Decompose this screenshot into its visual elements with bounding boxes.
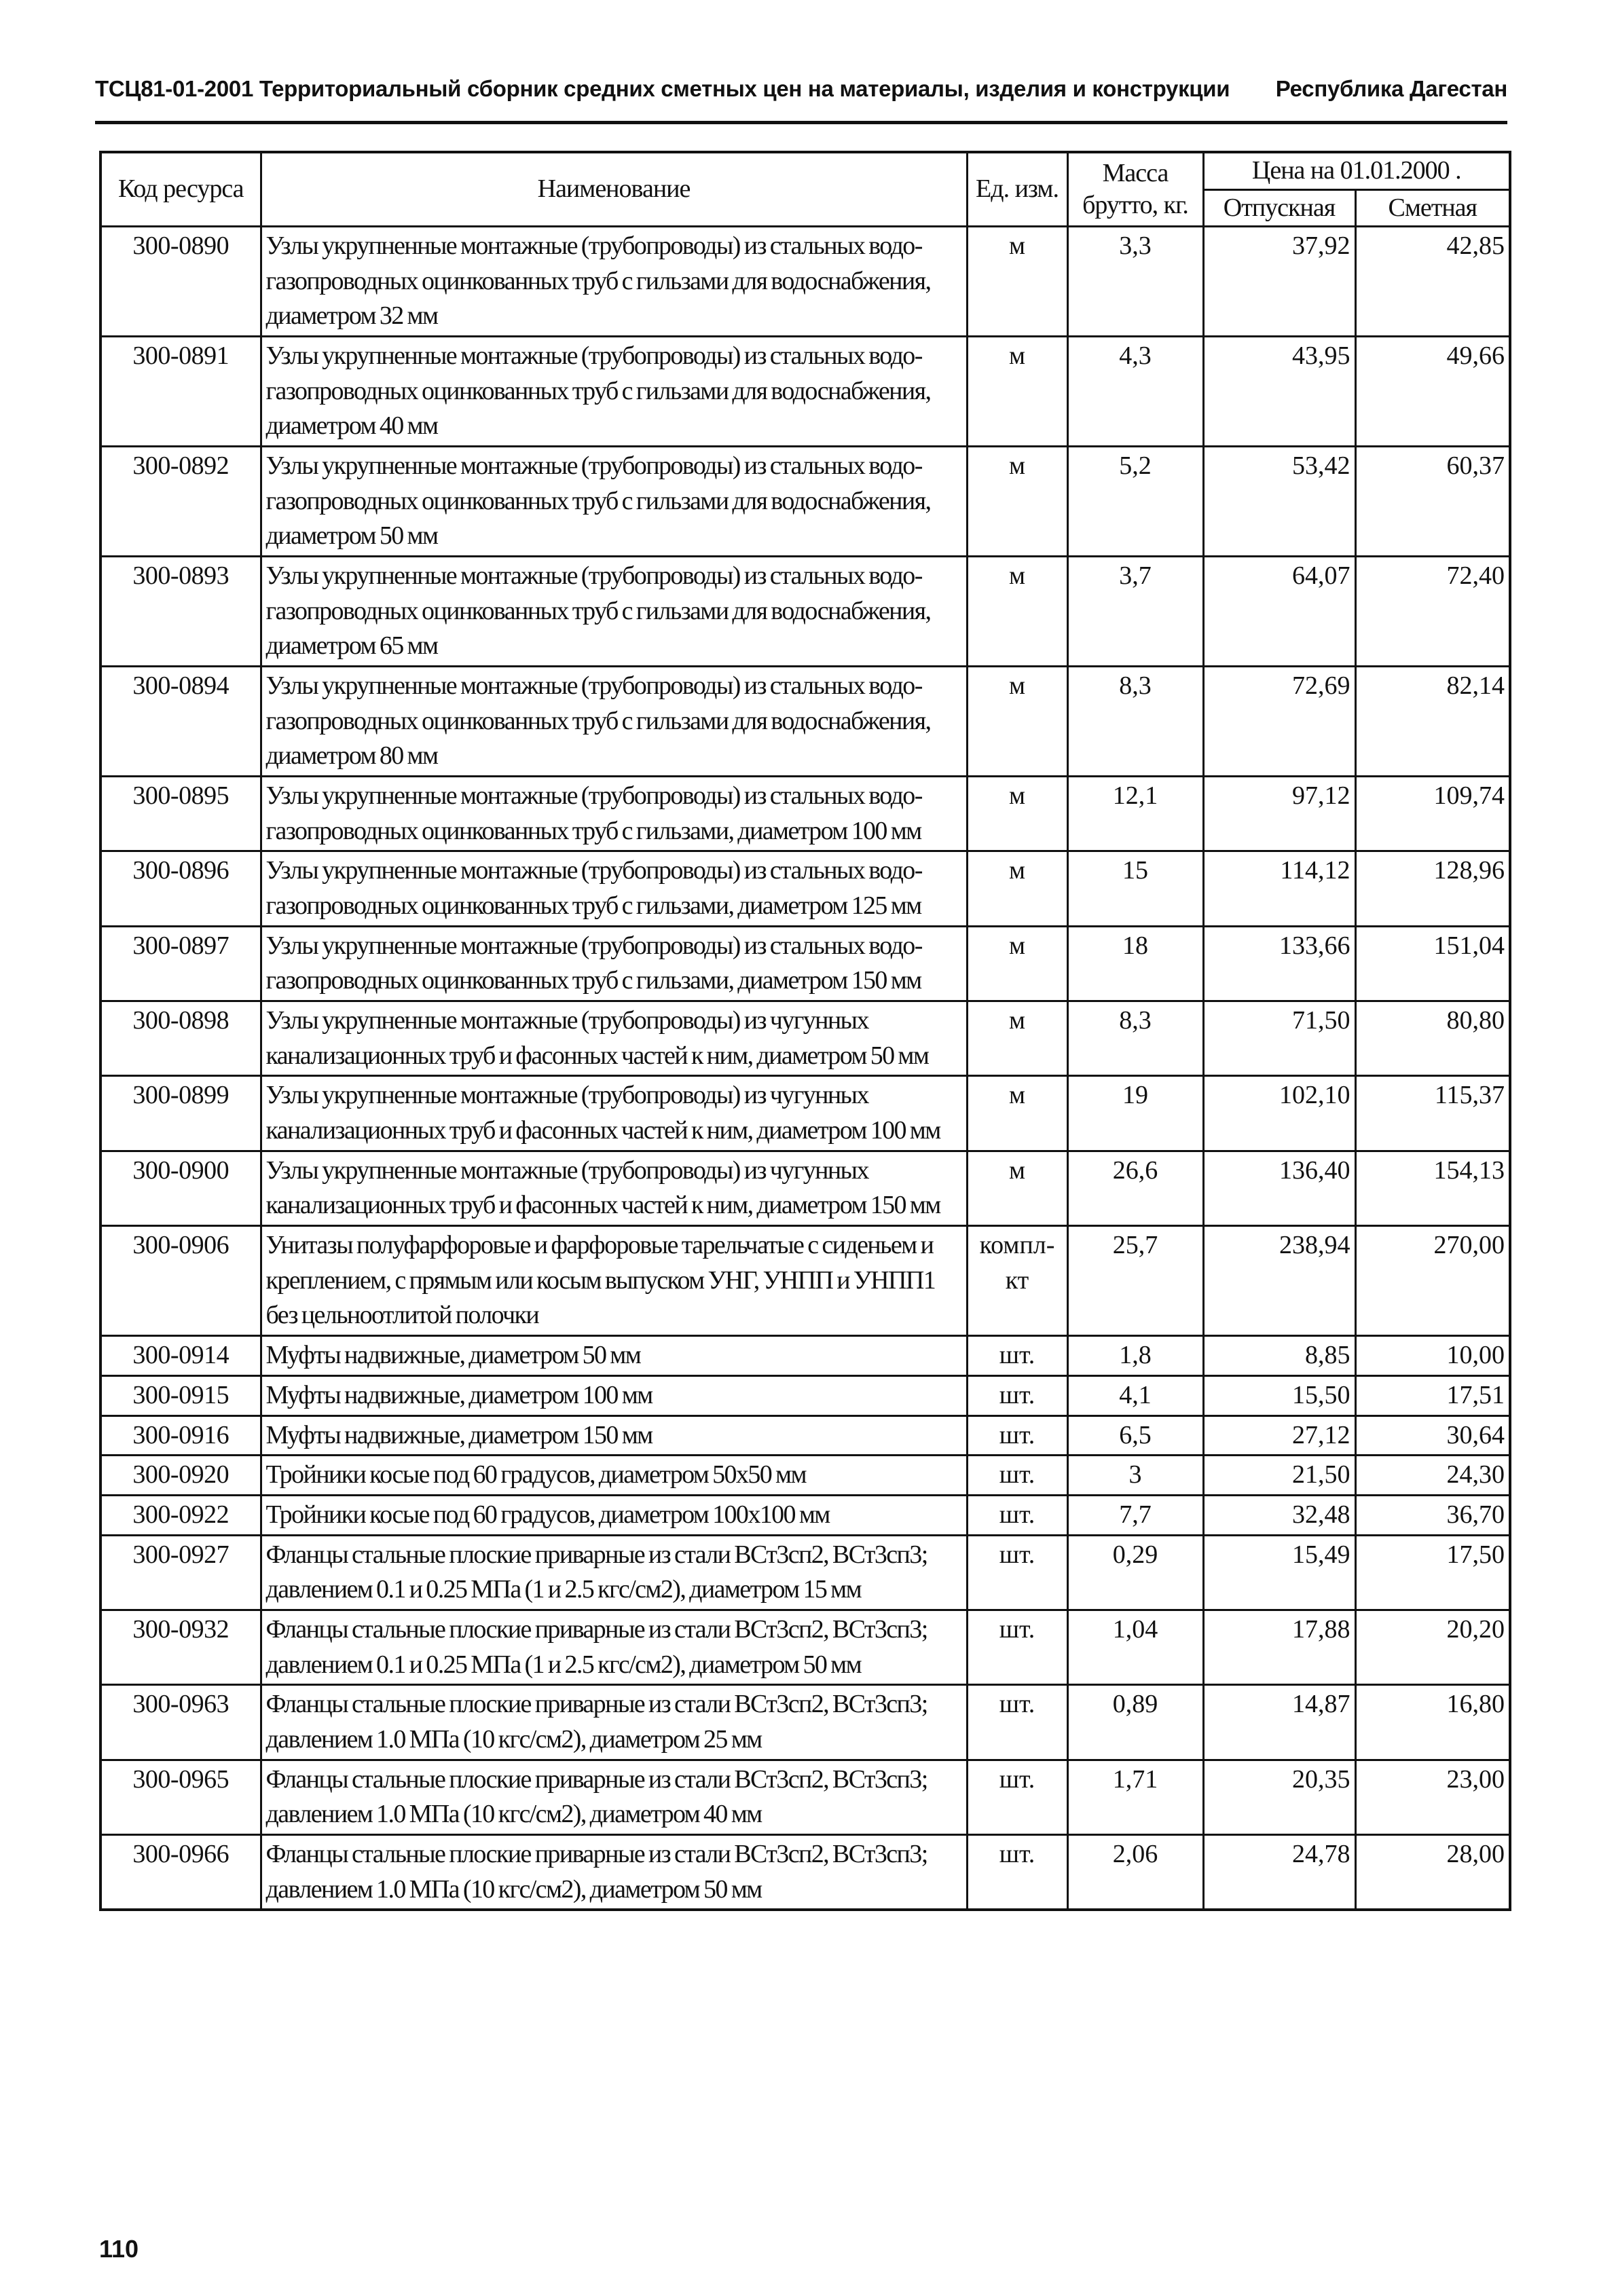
release-price-cell: 136,40: [1203, 1151, 1355, 1225]
table-row: [100, 926, 1510, 1001]
resource-code-cell: 300-0916: [100, 1415, 261, 1456]
resource-code-cell: 300-0966: [100, 1834, 261, 1910]
estimate-price-cell: 82,14: [1355, 667, 1510, 777]
table-row: [100, 1535, 1510, 1610]
resource-code-cell: 300-0922: [100, 1495, 261, 1535]
estimate-price-cell: 24,30: [1355, 1456, 1510, 1496]
unit-cell: м: [967, 1076, 1067, 1151]
release-price-cell: 20,35: [1203, 1760, 1355, 1834]
header-rule: [95, 121, 1507, 124]
release-price-cell: 64,07: [1203, 557, 1355, 667]
gross-mass-cell: 7,7: [1067, 1495, 1203, 1535]
item-name-cell: Узлы укрупненные монтажные (трубопроводы) из стальных водо-газопроводных оцинкованных труб с гильзами, диаметром 100 мм: [261, 777, 967, 851]
unit-cell: шт.: [967, 1456, 1067, 1496]
item-name-cell: Муфты надвижные, диаметром 100 мм: [261, 1375, 967, 1415]
table-row: [100, 1415, 1510, 1456]
column-header-release-price: Отпускная: [1203, 189, 1355, 227]
gross-mass-cell: 8,3: [1067, 1001, 1203, 1076]
table-row: [100, 777, 1510, 851]
release-price-cell: 32,48: [1203, 1495, 1355, 1535]
estimate-price-cell: 115,37: [1355, 1076, 1510, 1151]
unit-cell: м: [967, 777, 1067, 851]
item-name-cell: Узлы укрупненные монтажные (трубопроводы) из чугунных канализационных труб и фасонных частей к ним, диаметром 150 мм: [261, 1151, 967, 1225]
gross-mass-cell: 1,71: [1067, 1760, 1203, 1834]
estimate-price-cell: 30,64: [1355, 1415, 1510, 1456]
item-name-cell: Узлы укрупненные монтажные (трубопроводы) из стальных водо-газопроводных оцинкованных труб с гильзами для водоснабжения, диаметром 65 мм: [261, 557, 967, 667]
item-name-cell: Фланцы стальные плоские приварные из стали ВСт3сп2, ВСт3сп3; давлением 1.0 МПа (10 кгс/см2), диаметром 25 мм: [261, 1685, 967, 1760]
table-row: [100, 1226, 1510, 1336]
resource-code-cell: 300-0897: [100, 926, 261, 1001]
unit-cell: компл-кт: [967, 1226, 1067, 1336]
unit-cell: шт.: [967, 1685, 1067, 1760]
estimate-price-cell: 28,00: [1355, 1834, 1510, 1910]
resource-code-cell: 300-0906: [100, 1226, 261, 1336]
release-price-cell: 71,50: [1203, 1001, 1355, 1076]
table-row: [100, 1151, 1510, 1225]
item-name-cell: Узлы укрупненные монтажные (трубопроводы) из стальных водо-газопроводных оцинкованных труб с гильзами для водоснабжения, диаметром 40 мм: [261, 337, 967, 447]
gross-mass-cell: 8,3: [1067, 667, 1203, 777]
gross-mass-cell: 0,29: [1067, 1535, 1203, 1610]
resource-code-cell: 300-0890: [100, 227, 261, 337]
resource-code-cell: 300-0893: [100, 557, 261, 667]
unit-cell: шт.: [967, 1336, 1067, 1376]
table-row: [100, 1336, 1510, 1376]
item-name-cell: Узлы укрупненные монтажные (трубопроводы) из стальных водо-газопроводных оцинкованных труб с гильзами, диаметром 150 мм: [261, 926, 967, 1001]
estimate-price-cell: 151,04: [1355, 926, 1510, 1001]
release-price-cell: 238,94: [1203, 1226, 1355, 1336]
estimate-price-cell: 10,00: [1355, 1336, 1510, 1376]
table-row: [100, 851, 1510, 926]
gross-mass-cell: 5,2: [1067, 447, 1203, 557]
release-price-cell: 114,12: [1203, 851, 1355, 926]
unit-cell: м: [967, 557, 1067, 667]
estimate-price-cell: 109,74: [1355, 777, 1510, 851]
release-price-cell: 15,50: [1203, 1375, 1355, 1415]
resource-code-cell: 300-0895: [100, 777, 261, 851]
column-header-estimate-price: Сметная: [1355, 189, 1510, 227]
item-name-cell: Фланцы стальные плоские приварные из стали ВСт3сп2, ВСт3сп3; давлением 0.1 и 0.25 МПа (1 и 2.5 кгс/см2), диаметром 15 мм: [261, 1535, 967, 1610]
item-name-cell: Узлы укрупненные монтажные (трубопроводы) из чугунных канализационных труб и фасонных частей к ним, диаметром 50 мм: [261, 1001, 967, 1076]
release-price-cell: 102,10: [1203, 1076, 1355, 1151]
table-row: [100, 1834, 1510, 1910]
estimate-price-cell: 20,20: [1355, 1610, 1510, 1684]
estimate-price-cell: 17,50: [1355, 1535, 1510, 1610]
unit-cell: шт.: [967, 1535, 1067, 1610]
item-name-cell: Фланцы стальные плоские приварные из стали ВСт3сп2, ВСт3сп3; давлением 0.1 и 0.25 МПа (1 и 2.5 кгс/см2), диаметром 50 мм: [261, 1610, 967, 1684]
estimate-price-cell: 36,70: [1355, 1495, 1510, 1535]
estimate-price-cell: 72,40: [1355, 557, 1510, 667]
estimate-price-cell: 154,13: [1355, 1151, 1510, 1225]
item-name-cell: Тройники косые под 60 градусов, диаметром 100х100 мм: [261, 1495, 967, 1535]
unit-cell: м: [967, 851, 1067, 926]
unit-cell: м: [967, 1001, 1067, 1076]
collection-title: ТСЦ81-01-2001 Территориальный сборник средних сметных цен на материалы, изделия и конструкции: [95, 76, 1230, 101]
column-header-name: Наименование: [261, 152, 967, 227]
unit-cell: шт.: [967, 1375, 1067, 1415]
gross-mass-cell: 1,8: [1067, 1336, 1203, 1376]
gross-mass-cell: 19: [1067, 1076, 1203, 1151]
gross-mass-cell: 26,6: [1067, 1151, 1203, 1225]
estimate-price-cell: 42,85: [1355, 227, 1510, 337]
resource-code-cell: 300-0963: [100, 1685, 261, 1760]
gross-mass-cell: 4,3: [1067, 337, 1203, 447]
gross-mass-cell: 3: [1067, 1456, 1203, 1496]
resource-code-cell: 300-0894: [100, 667, 261, 777]
resource-code-cell: 300-0965: [100, 1760, 261, 1834]
table-row: [100, 447, 1510, 557]
item-name-cell: Фланцы стальные плоские приварные из стали ВСт3сп2, ВСт3сп3; давлением 1.0 МПа (10 кгс/см2), диаметром 40 мм: [261, 1760, 967, 1834]
release-price-cell: 21,50: [1203, 1456, 1355, 1496]
unit-cell: м: [967, 447, 1067, 557]
gross-mass-cell: 12,1: [1067, 777, 1203, 851]
table-row: [100, 1685, 1510, 1760]
release-price-cell: 43,95: [1203, 337, 1355, 447]
table-row: [100, 1495, 1510, 1535]
gross-mass-cell: 0,89: [1067, 1685, 1203, 1760]
item-name-cell: Узлы укрупненные монтажные (трубопроводы) из чугунных канализационных труб и фасонных частей к ним, диаметром 100 мм: [261, 1076, 967, 1151]
release-price-cell: 72,69: [1203, 667, 1355, 777]
page-header: [95, 76, 1507, 102]
resource-code-cell: 300-0896: [100, 851, 261, 926]
unit-cell: шт.: [967, 1610, 1067, 1684]
gross-mass-cell: 15: [1067, 851, 1203, 926]
resource-code-cell: 300-0892: [100, 447, 261, 557]
region-name: Республика Дагестан: [1275, 76, 1507, 101]
unit-cell: шт.: [967, 1415, 1067, 1456]
estimate-price-cell: 128,96: [1355, 851, 1510, 926]
table-row: [100, 1001, 1510, 1076]
item-name-cell: Узлы укрупненные монтажные (трубопроводы) из стальных водо-газопроводных оцинкованных труб с гильзами, диаметром 125 мм: [261, 851, 967, 926]
table-body: [100, 227, 1510, 1910]
resource-code-cell: 300-0899: [100, 1076, 261, 1151]
item-name-cell: Узлы укрупненные монтажные (трубопроводы) из стальных водо-газопроводных оцинкованных труб с гильзами для водоснабжения, диаметром 32 мм: [261, 227, 967, 337]
resource-code-cell: 300-0932: [100, 1610, 261, 1684]
release-price-cell: 17,88: [1203, 1610, 1355, 1684]
release-price-cell: 133,66: [1203, 926, 1355, 1001]
gross-mass-cell: 3,3: [1067, 227, 1203, 337]
resource-code-cell: 300-0891: [100, 337, 261, 447]
estimate-price-cell: 60,37: [1355, 447, 1510, 557]
unit-cell: м: [967, 227, 1067, 337]
unit-cell: м: [967, 926, 1067, 1001]
gross-mass-cell: 18: [1067, 926, 1203, 1001]
resource-code-cell: 300-0914: [100, 1336, 261, 1376]
gross-mass-cell: 3,7: [1067, 557, 1203, 667]
estimate-price-cell: 17,51: [1355, 1375, 1510, 1415]
column-header-price: Цена на 01.01.2000 .: [1203, 152, 1510, 189]
gross-mass-cell: 4,1: [1067, 1375, 1203, 1415]
item-name-cell: Унитазы полуфарфоровые и фарфоровые тарельчатые с сиденьем и креплением, с прямым или косым выпуском УНГ, УНПП и УНПП1 без цельноотлитой полочки: [261, 1226, 967, 1336]
release-price-cell: 37,92: [1203, 227, 1355, 337]
item-name-cell: Тройники косые под 60 градусов, диаметром 50х50 мм: [261, 1456, 967, 1496]
estimate-price-cell: 16,80: [1355, 1685, 1510, 1760]
resource-code-cell: 300-0927: [100, 1535, 261, 1610]
price-table: [99, 151, 1511, 1911]
unit-cell: м: [967, 667, 1067, 777]
column-header-mass: Масса брутто, кг.: [1067, 152, 1203, 227]
table-row: [100, 1456, 1510, 1496]
table-row: [100, 1610, 1510, 1684]
item-name-cell: Муфты надвижные, диаметром 150 мм: [261, 1415, 967, 1456]
resource-code-cell: 300-0900: [100, 1151, 261, 1225]
item-name-cell: Муфты надвижные, диаметром 50 мм: [261, 1336, 967, 1376]
resource-code-cell: 300-0920: [100, 1456, 261, 1496]
table-row: [100, 557, 1510, 667]
unit-cell: шт.: [967, 1495, 1067, 1535]
table-row: [100, 1375, 1510, 1415]
gross-mass-cell: 6,5: [1067, 1415, 1203, 1456]
unit-cell: м: [967, 337, 1067, 447]
release-price-cell: 27,12: [1203, 1415, 1355, 1456]
column-header-unit: Ед. изм.: [967, 152, 1067, 227]
item-name-cell: Узлы укрупненные монтажные (трубопроводы) из стальных водо-газопроводных оцинкованных труб с гильзами для водоснабжения, диаметром 80 мм: [261, 667, 967, 777]
estimate-price-cell: 270,00: [1355, 1226, 1510, 1336]
unit-cell: шт.: [967, 1834, 1067, 1910]
item-name-cell: Фланцы стальные плоские приварные из стали ВСт3сп2, ВСт3сп3; давлением 1.0 МПа (10 кгс/см2), диаметром 50 мм: [261, 1834, 967, 1910]
table-row: [100, 1076, 1510, 1151]
estimate-price-cell: 80,80: [1355, 1001, 1510, 1076]
release-price-cell: 14,87: [1203, 1685, 1355, 1760]
release-price-cell: 15,49: [1203, 1535, 1355, 1610]
column-header-code: Код ресурса: [100, 152, 261, 227]
table-row: [100, 227, 1510, 337]
table-row: [100, 1760, 1510, 1834]
unit-cell: шт.: [967, 1760, 1067, 1834]
table-row: [100, 667, 1510, 777]
release-price-cell: 53,42: [1203, 447, 1355, 557]
gross-mass-cell: 1,04: [1067, 1610, 1203, 1684]
resource-code-cell: 300-0898: [100, 1001, 261, 1076]
release-price-cell: 24,78: [1203, 1834, 1355, 1910]
item-name-cell: Узлы укрупненные монтажные (трубопроводы) из стальных водо-газопроводных оцинкованных труб с гильзами для водоснабжения, диаметром 50 мм: [261, 447, 967, 557]
unit-cell: м: [967, 1151, 1067, 1225]
page-number: 110: [99, 2235, 139, 2263]
estimate-price-cell: 23,00: [1355, 1760, 1510, 1834]
release-price-cell: 97,12: [1203, 777, 1355, 851]
table-row: [100, 337, 1510, 447]
gross-mass-cell: 25,7: [1067, 1226, 1203, 1336]
release-price-cell: 8,85: [1203, 1336, 1355, 1376]
table-header-row: [100, 152, 1510, 189]
gross-mass-cell: 2,06: [1067, 1834, 1203, 1910]
resource-code-cell: 300-0915: [100, 1375, 261, 1415]
estimate-price-cell: 49,66: [1355, 337, 1510, 447]
